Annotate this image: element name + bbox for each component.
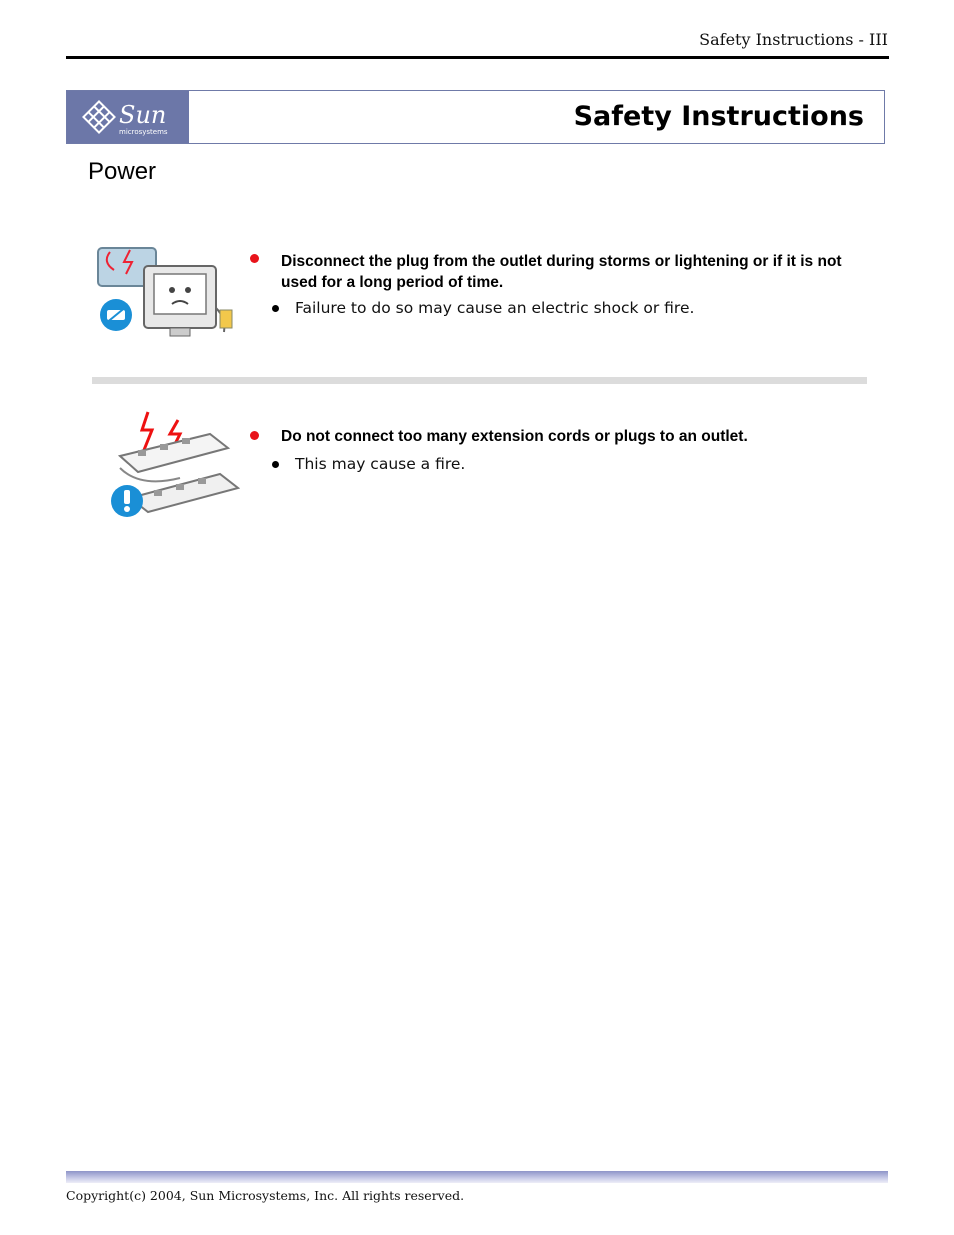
footer-bar	[66, 1171, 888, 1183]
logo-wordmark: Sun	[119, 101, 167, 129]
sun-logo	[67, 91, 189, 143]
red-bullet-icon	[250, 431, 259, 440]
red-bullet-icon	[250, 254, 259, 263]
black-bullet-icon	[272, 305, 279, 312]
copyright: Copyright(c) 2004, Sun Microsystems, Inc. All rights reserved.	[66, 1188, 465, 1203]
header-rule	[66, 56, 889, 59]
logo-subtext: microsystems	[119, 128, 168, 136]
item-main-text: Do not connect too many extension cords or plugs to an outlet.	[281, 428, 748, 445]
sun-logo-icon	[67, 91, 189, 143]
item-sub-text: Failure to do so may cause an electric shock or fire.	[295, 299, 695, 317]
page-title: Safety Instructions	[573, 101, 864, 132]
item-main-text: Disconnect the plug from the outlet during storms or lightening or if it is not used for a long period of time.	[281, 253, 842, 291]
overloaded-outlet-icon	[90, 408, 240, 520]
section-heading: Power	[88, 158, 157, 185]
running-header: Safety Instructions - III	[699, 30, 888, 49]
overloaded-outlet-illustration	[90, 408, 240, 520]
black-bullet-icon	[272, 461, 279, 468]
unplug-monitor-icon	[92, 238, 242, 342]
separator	[92, 377, 867, 384]
title-bar	[66, 90, 885, 144]
item-sub-text: This may cause a fire.	[295, 455, 466, 473]
unplug-monitor-illustration	[92, 238, 242, 342]
